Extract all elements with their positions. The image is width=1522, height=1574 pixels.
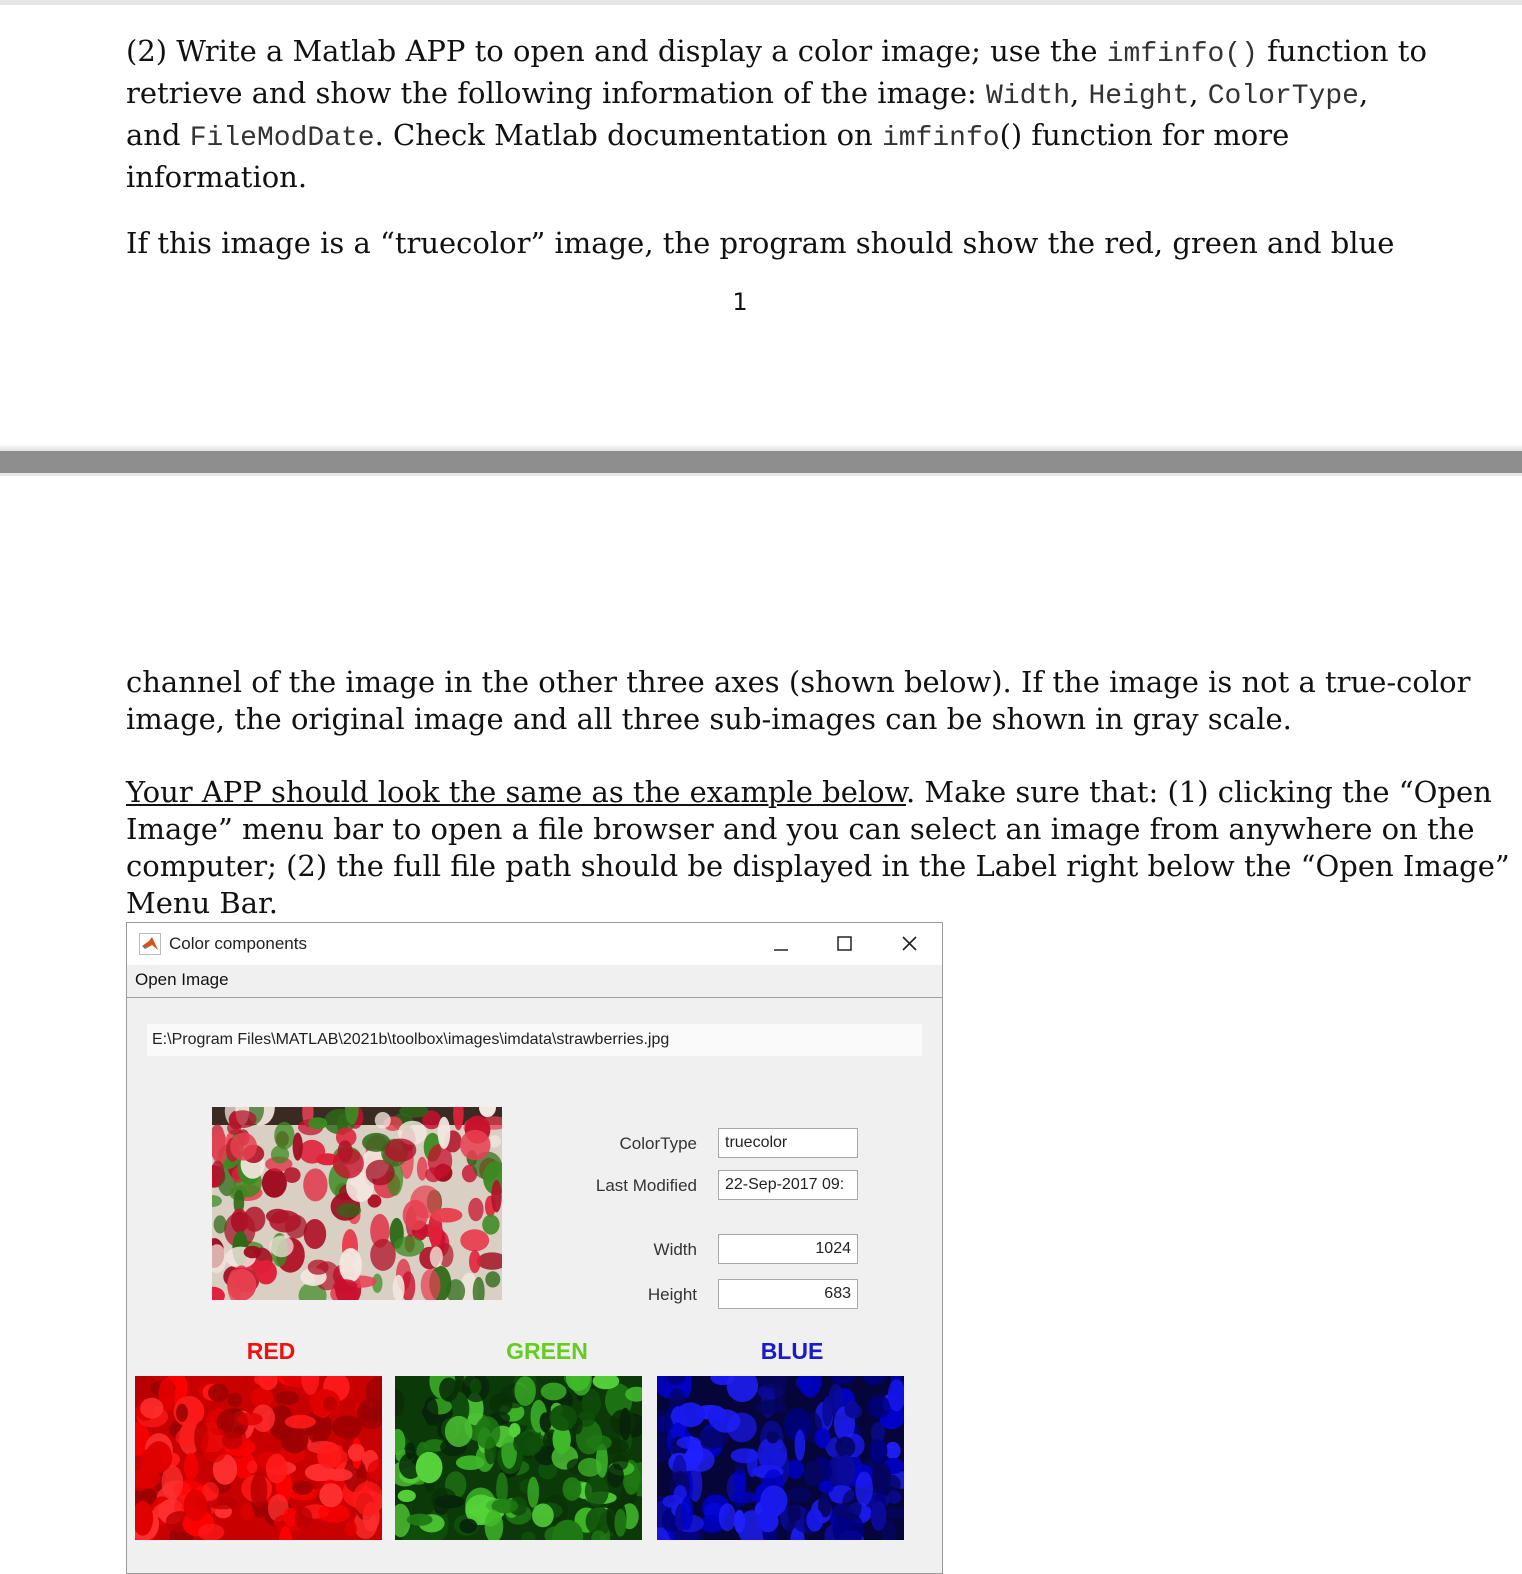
open-image-menu[interactable]: Open Image — [135, 970, 229, 989]
green-channel-label: GREEN — [506, 1338, 588, 1364]
page-number: 1 — [732, 288, 748, 316]
page-break-bar — [0, 451, 1522, 473]
text-line: Your APP should look the same as the example below. Make sure that: (1) clicking the “Open — [126, 775, 1492, 809]
red-channel-label: RED — [246, 1338, 296, 1364]
maximize-icon[interactable] — [826, 929, 862, 959]
paragraph-channels — [126, 664, 1471, 738]
paragraph-requirements — [126, 774, 1510, 922]
underlined-instruction: Your APP should look the same as the example below — [126, 775, 906, 809]
page-top-border — [0, 0, 1522, 5]
close-icon[interactable] — [891, 929, 927, 959]
text-line: Menu Bar. — [126, 886, 278, 920]
blue-channel-image — [657, 1376, 904, 1540]
title-bar — [127, 923, 942, 965]
menu-bar — [127, 965, 942, 998]
color-type-field[interactable]: truecolor — [718, 1128, 858, 1158]
paragraph-task-description — [126, 32, 1427, 197]
text-line: image, the original image and all three sub-images can be shown in gray scale. — [126, 702, 1292, 736]
app-window — [126, 922, 943, 1574]
original-image-axes — [212, 1107, 502, 1300]
last-modified-field[interactable]: 22-Sep-2017 09: — [718, 1170, 858, 1200]
blue-channel-label: BLUE — [760, 1338, 824, 1364]
paragraph-truecolor — [126, 224, 1396, 263]
color-type-label: ColorType — [619, 1134, 697, 1153]
window-title: Color components — [169, 934, 307, 953]
text-line: (2) Write a Matlab APP to open and display a color image; use the imfinfo() function to — [126, 34, 1427, 70]
red-channel-axes — [135, 1376, 382, 1540]
last-modified-label: Last Modified — [595, 1176, 697, 1195]
green-channel-axes — [395, 1376, 642, 1540]
blue-channel-axes — [657, 1376, 904, 1540]
matlab-logo-icon — [139, 933, 161, 955]
file-path-label: E:\Program Files\MATLAB\2021b\toolbox\images\imdata\strawberries.jpg — [147, 1024, 922, 1056]
text-line: channel of the image in the other three axes (shown below). If the image is not a true-color — [126, 665, 1471, 699]
width-field[interactable]: 1024 — [718, 1234, 858, 1264]
text-line: If this image is a “truecolor” image, the program should show the red, green and blue — [126, 226, 1395, 260]
red-channel-image — [135, 1376, 382, 1540]
text-line: retrieve and show the following information of the image: Width, Height, ColorType, — [126, 76, 1369, 112]
height-field[interactable]: 683 — [718, 1279, 858, 1309]
height-label: Height — [647, 1285, 697, 1304]
green-channel-image — [395, 1376, 642, 1540]
text-line: information. — [126, 160, 308, 194]
page-break-edge — [0, 473, 1522, 476]
width-label: Width — [653, 1240, 697, 1259]
minimize-icon[interactable] — [763, 929, 799, 959]
text-line: and FileModDate. Check Matlab documentation on imfinfo() function for more — [126, 118, 1290, 154]
text-line: computer; (2) the full file path should be displayed in the Label right below the “Open Image” — [126, 849, 1510, 883]
text-line: Image” menu bar to open a file browser and you can select an image from anywhere on the — [126, 812, 1475, 846]
strawberries-image — [212, 1107, 502, 1300]
